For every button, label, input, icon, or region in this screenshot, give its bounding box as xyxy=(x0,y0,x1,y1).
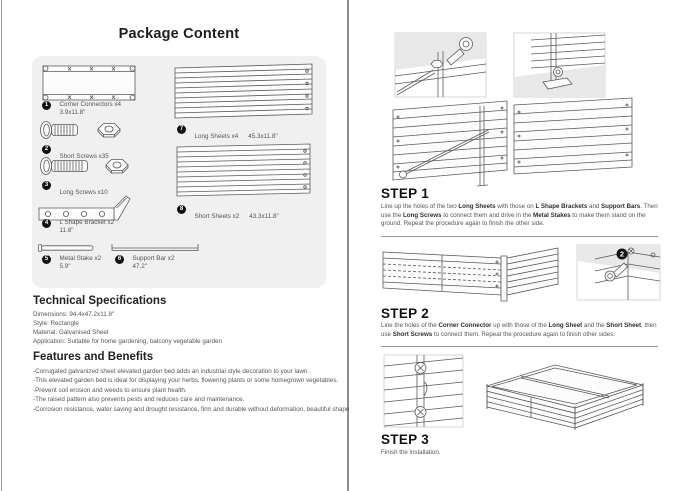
item-6-number-badge: 6 xyxy=(115,255,124,264)
step2-badge-icon xyxy=(617,249,628,260)
item-7-size: 45.3x11.8" xyxy=(248,133,278,140)
spec-dimensions: Dimensions: 94.4x47.2x11.8" xyxy=(33,311,115,318)
package-item-5 xyxy=(42,255,101,273)
features-benefits-heading: Features and Benefits xyxy=(33,351,154,363)
step-2-illustration xyxy=(381,243,662,302)
step-1-heading: STEP 1 xyxy=(381,186,430,201)
item-4-name: L Shape Bracket x2 xyxy=(59,219,115,226)
page-center-divider xyxy=(347,0,349,491)
item-8-number-badge: 8 xyxy=(177,205,186,214)
item-6-label xyxy=(132,255,174,271)
step-3-illustration xyxy=(383,352,668,430)
package-item-1 xyxy=(42,101,121,119)
short-sheets-icon xyxy=(174,141,314,201)
item-7-name: Long Sheets x4 xyxy=(194,133,239,140)
item-7-number-badge: 7 xyxy=(177,125,186,134)
item-5-label xyxy=(59,255,101,271)
package-item-4 xyxy=(42,219,114,237)
step-1-illustration xyxy=(381,20,643,188)
spec-style: Style: Rectangle xyxy=(33,320,79,327)
long-screw-icon xyxy=(39,155,101,177)
item-8-size: 43.3x11.8" xyxy=(249,213,279,220)
step3-assembled-bed-drawing xyxy=(487,365,643,430)
step1-right-sheet-drawing xyxy=(514,98,632,174)
feature-line: -Corrosion resistance, water saving and drought resistance, firm and durable without deformation, beautiful shape xyxy=(33,405,350,413)
item-1-size: 3.9x11.8" xyxy=(59,109,86,116)
item-7-label xyxy=(194,133,277,141)
step2-corner-screw-inset xyxy=(577,245,660,300)
step1-screw-detail-inset xyxy=(395,33,486,97)
item-2-name: Short Screws x35 xyxy=(59,153,109,160)
feature-line: -Prevent soil erosion and weeds to ensure plant health. xyxy=(33,386,187,394)
feature-line: -This elevated garden bed is ideal for displaying your herbs, flowering plants or some homegrown vegetables. xyxy=(33,377,339,385)
metal-stake-icon xyxy=(37,242,101,254)
feature-line: -The raised pattern also prevents pests and reduces care and maintenance. xyxy=(33,396,245,404)
item-3-number-badge: 3 xyxy=(42,181,51,190)
item-4-label xyxy=(59,219,114,235)
step1-left-sheet-drawing xyxy=(393,101,507,186)
step-2-instructions: Line the holes of the Corner Connector up with those of the Long Sheet and the Short Sheet, then use Short Screws to connect them. Repeat the procedure again to finish other sides. xyxy=(381,322,657,338)
package-item-6 xyxy=(115,255,174,273)
item-2-number-badge: 2 xyxy=(42,145,51,154)
item-8-label xyxy=(194,213,278,221)
features-benefits-list xyxy=(33,367,349,414)
item-4-size: 11.8" xyxy=(59,227,74,234)
spec-application: Application: Suitable for home gardening, balcony vegetable garden xyxy=(33,338,223,345)
item-8-name: Short Sheets x2 xyxy=(194,213,240,220)
corner-connector-frame-icon xyxy=(38,61,140,105)
item-5-number-badge: 5 xyxy=(42,255,51,264)
step-2-heading: STEP 2 xyxy=(381,306,430,321)
item-1-number-badge: 1 xyxy=(42,101,51,110)
package-item-8 xyxy=(177,205,279,223)
hex-nut-icon xyxy=(104,157,130,175)
feature-line: -Corrugated galvanized sheet elevated garden bed adds an industrial style decoration to your lawn. xyxy=(33,368,310,375)
support-bar-icon xyxy=(108,241,202,254)
item-3-name: Long Screws x10 xyxy=(59,189,108,196)
step3-bracket-screws-inset xyxy=(384,355,463,427)
step1-bracket-foot-inset xyxy=(514,33,605,97)
svg-text:2: 2 xyxy=(619,249,625,259)
item-4-number-badge: 4 xyxy=(42,219,51,228)
page-title: Package Content xyxy=(118,26,240,42)
step-3-instructions: Finish the installation. xyxy=(381,449,441,456)
technical-specifications-list xyxy=(33,310,222,346)
technical-specifications-heading: Technical Specifications xyxy=(33,295,167,307)
long-sheets-icon xyxy=(172,61,316,123)
item-5-name: Metal Stake x2 xyxy=(59,255,102,262)
step-3-heading: STEP 3 xyxy=(381,432,430,447)
left-page-edge-line xyxy=(1,0,2,491)
step2-corner-assembly-drawing xyxy=(383,248,558,301)
item-6-name: Support Bar x2 xyxy=(132,255,175,262)
hex-nut-icon xyxy=(96,121,122,139)
short-screw-icon xyxy=(39,119,91,141)
spec-material: Material: Galvanised Sheet xyxy=(33,329,109,336)
step-divider xyxy=(381,236,658,237)
step-1-instructions: Line up the holes of the two Long Sheets with those on L Shape Brackets and Support Bars. Then use the Long Screws to connect them and drive in the Metal Stakes to make them stand on the ground. Repeat the procedure again to finish the other side. xyxy=(381,203,658,228)
item-6-size: 47.2" xyxy=(132,263,147,270)
step-divider xyxy=(381,346,658,347)
item-5-size: 5.9" xyxy=(59,263,71,270)
package-content-panel xyxy=(32,56,326,288)
item-1-name: Corner Connectors x4 xyxy=(59,101,122,108)
item-1-label xyxy=(59,101,121,117)
